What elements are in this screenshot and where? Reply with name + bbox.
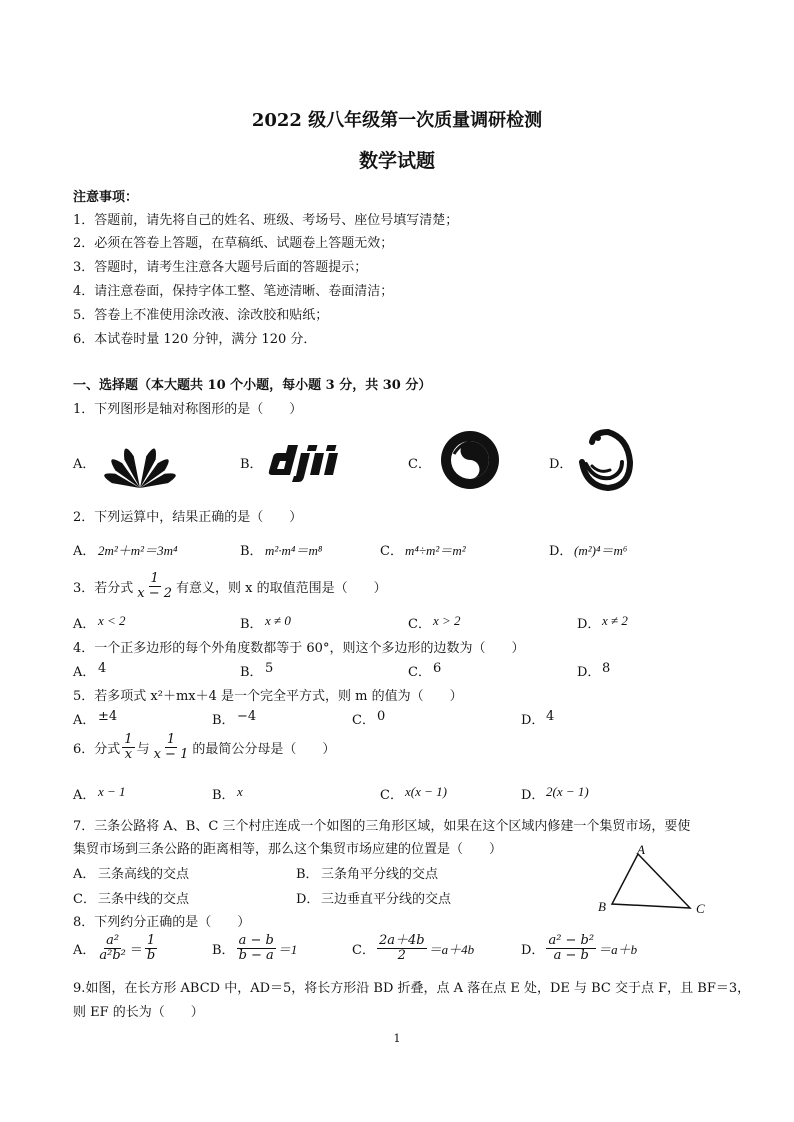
- q2-label-a: A．: [73, 544, 96, 559]
- q7-option-a: 三条高线的交点: [98, 867, 190, 882]
- q8-d-num: a² − b²: [548, 933, 595, 948]
- q5-label-b: B．: [212, 713, 235, 728]
- q7-label-c: C．: [73, 892, 96, 907]
- note-item: 1．答题前，请先将自己的姓名、班级、考场号、座位号填写清楚；: [73, 213, 459, 228]
- note-item: 2．必须在答卷上答题，在草稿纸、试题卷上答题无效；: [73, 236, 394, 251]
- q6-f2-num: 1: [166, 732, 176, 747]
- question-7-line-1: 7．三条公路将 A、B、C 三个村庄连成一个如图的三角形区域，如果在这个区域内修建一个集贸市场，要使: [73, 819, 691, 834]
- q6-option-d: 2(x − 1): [546, 784, 589, 799]
- q4-option-c: 6: [433, 661, 442, 676]
- q8-label-a: A．: [73, 942, 96, 958]
- q5-option-b: −4: [237, 709, 257, 724]
- q8-b-fraction: [237, 934, 276, 962]
- q8-a-rhs-den: b: [146, 947, 156, 963]
- q8-d-rhs: ＝a＋b: [598, 941, 638, 957]
- exam-title: 2022 级八年级第一次质量调研检测: [251, 110, 543, 131]
- q6-fraction-2: [152, 733, 191, 761]
- q2-option-a: 2m²＋m²＝3m⁴: [98, 543, 178, 558]
- q6-option-a: x − 1: [98, 784, 126, 799]
- notes-heading: 注意事项：: [73, 190, 139, 205]
- question-8-stem: 8．下列约分正确的是（ ）: [73, 915, 251, 930]
- yin-yang-circle-logo-icon: [440, 430, 500, 490]
- q6-option-c: x(x − 1): [405, 784, 447, 799]
- q8-option-b: [212, 934, 297, 962]
- q7-option-d: 三边垂直平分线的交点: [321, 892, 452, 907]
- vertex-label-c: C: [696, 901, 705, 916]
- q8-label-d: D．: [521, 942, 545, 958]
- dji-logo-icon: [268, 443, 342, 483]
- q3-label-d: D．: [577, 617, 601, 632]
- note-item: 4．请注意卷面，保持字体工整、笔迹清晰、卷面清洁；: [73, 284, 394, 299]
- question-1-stem: 1．下列图形是轴对称图形的是（ ）: [73, 402, 303, 417]
- q1-label-a: A．: [73, 457, 96, 472]
- q3-label-b: B．: [240, 617, 263, 632]
- q6-label-d: D．: [521, 788, 545, 803]
- q6-f1-num: 1: [124, 732, 133, 747]
- q8-c-num: 2a＋4b: [378, 933, 425, 948]
- q8-a-num: a²: [106, 933, 120, 948]
- q3-label-c: C．: [408, 617, 431, 632]
- section-heading: 一、选择题（本大题共 10 个小题，每小题 3 分，共 30 分）: [73, 378, 432, 393]
- q7-label-a: A．: [73, 867, 96, 882]
- q8-label-c: C．: [352, 942, 375, 958]
- q7-option-c: 三条中线的交点: [98, 892, 190, 907]
- note-item: 5．答卷上不准使用涂改液、涂改胶和贴纸；: [73, 308, 329, 323]
- q5-label-a: A．: [73, 713, 96, 728]
- q6-label-c: C．: [380, 788, 403, 803]
- q6-label-b: B．: [212, 788, 235, 803]
- q6-f1-den: x: [124, 746, 133, 762]
- q8-c-fraction: [377, 934, 427, 962]
- q2-label-d: D．: [549, 544, 573, 559]
- q8-c-den: 2: [397, 947, 406, 963]
- q3-option-a: x < 2: [98, 613, 126, 628]
- q3-label-a: A．: [73, 617, 96, 632]
- q7-label-b: B．: [296, 867, 319, 882]
- question-6-stem: [73, 733, 335, 761]
- q2-option-d: (m²)⁴＝m⁶: [574, 543, 628, 558]
- q5-option-d: 4: [546, 709, 555, 724]
- q4-option-b: 5: [265, 661, 274, 676]
- q7-option-b: 三条角平分线的交点: [321, 867, 439, 882]
- q5-label-c: C．: [352, 713, 375, 728]
- q2-option-b: m²·m⁴＝m⁸: [265, 543, 323, 558]
- q1-label-c: C．: [408, 457, 431, 472]
- q6-f2-den: x − 1: [153, 746, 189, 762]
- q4-label-d: D．: [577, 665, 601, 680]
- q6-pre: 6．分式: [73, 741, 121, 757]
- q8-a-rhs-fraction: [145, 934, 157, 962]
- q8-option-d: [521, 934, 637, 962]
- vertex-label-b: B: [598, 899, 606, 914]
- q8-option-a: A． $\frac{\text{a²}}{\text{a²b²}}$ ＝ $\frac{1}{b}$: [73, 933, 156, 963]
- q2-label-c: C．: [380, 544, 403, 559]
- q4-label-b: B．: [240, 665, 263, 680]
- q6-label-a: A．: [73, 788, 96, 803]
- q8-c-rhs: ＝a＋4b: [428, 941, 475, 957]
- q8-d-den: a − b: [553, 947, 589, 963]
- q4-label-c: C．: [408, 665, 431, 680]
- q5-option-c: 0: [377, 709, 386, 724]
- q1-label-d: D．: [549, 457, 573, 472]
- q3-frac-den: x − 2: [137, 585, 173, 601]
- q8-a-den: a²b²: [99, 947, 126, 963]
- q4-option-d: 8: [602, 661, 611, 676]
- q8-b-num: a − b: [238, 933, 274, 948]
- page-number: 1: [393, 1032, 401, 1045]
- q8-b-den: b − a: [238, 947, 274, 963]
- q5-label-d: D．: [521, 713, 545, 728]
- question-9-line-1: 9.如图，在长方形 ABCD 中，AD＝5，将长方形沿 BD 折叠，点 A 落在点 E 处，DE 与 BC 交于点 F，且 BF＝3，: [73, 981, 751, 996]
- q4-option-a: 4: [98, 661, 107, 676]
- q3-option-d: x ≠ 2: [602, 613, 628, 628]
- phoenix-swirl-logo-icon: [576, 428, 634, 492]
- question-7-line-2: 集贸市场到三条公路的距离相等，那么这个集贸市场应建的位置是（ ）: [73, 842, 503, 857]
- question-5-stem: 5．若多项式 x²＋mx＋4 是一个完全平方式，则 m 的值为（ ）: [73, 689, 463, 704]
- note-item: 6．本试卷时量 120 分钟，满分 120 分．: [73, 332, 317, 347]
- q6-mid: 与: [136, 741, 150, 757]
- triangle-abc: [612, 854, 690, 908]
- q8-a-fraction: [97, 934, 128, 962]
- question-4-stem: 4．一个正多边形的每个外角度数都等于 60°，则这个多边形的边数为（ ）: [73, 641, 525, 656]
- q3-option-b: x ≠ 0: [265, 613, 291, 628]
- question-2-stem: 2．下列运算中，结果正确的是（ ）: [73, 510, 303, 525]
- q6-fraction-1: [122, 733, 134, 761]
- q3-frac-num: 1: [150, 571, 159, 586]
- q5-option-a: ±4: [98, 709, 118, 724]
- q8-d-fraction: [546, 934, 596, 962]
- exam-subtitle: 数学试题: [358, 150, 435, 172]
- petal-logo-icon: [100, 438, 180, 490]
- q8-a-rhs-num: 1: [146, 933, 156, 948]
- q2-label-b: B．: [240, 544, 263, 559]
- q3-pre: 3．若分式: [73, 580, 134, 596]
- q2-option-c: m⁴÷m²＝m²: [405, 543, 466, 558]
- question-9-line-2: 则 EF 的长为（ ）: [73, 1005, 204, 1020]
- q6-post: 的最简公分母是（ ）: [192, 741, 336, 757]
- q8-label-b: B．: [212, 942, 235, 958]
- vertex-label-a: A: [637, 842, 645, 857]
- q3-post: 有意义，则 x 的取值范围是（ ）: [176, 580, 387, 596]
- q7-label-d: D．: [296, 892, 320, 907]
- q3-fraction: [135, 572, 174, 600]
- q8-b-rhs: ＝1: [277, 941, 298, 957]
- note-item: 3．答题时，请考生注意各大题号后面的答题提示；: [73, 260, 368, 275]
- question-3-stem: [73, 572, 387, 600]
- q4-label-a: A．: [73, 665, 96, 680]
- q1-label-b: B．: [240, 457, 263, 472]
- q3-option-c: x > 2: [433, 613, 461, 628]
- q8-option-c: [352, 934, 474, 962]
- q6-option-b: x: [237, 784, 243, 799]
